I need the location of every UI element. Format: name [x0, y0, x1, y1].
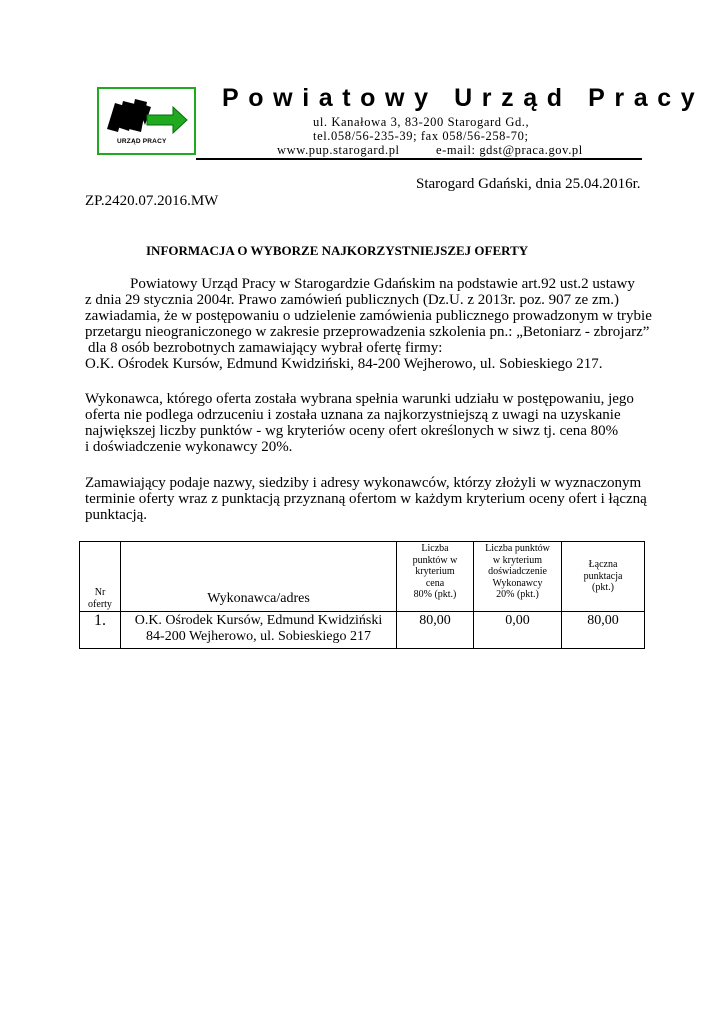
- paragraph-line: punktacją.: [85, 507, 148, 523]
- header-address: ul. Kanałowa 3, 83-200 Starogard Gd.,: [313, 115, 530, 129]
- cell-total: 80,00: [562, 612, 645, 649]
- paragraph-line: Zamawiający podaje nazwy, siedziby i adresy wykonawców, którzy złożyli w wyznaczonym: [85, 475, 642, 491]
- place-date: Starogard Gdański, dnia 25.04.2016r.: [416, 176, 641, 192]
- cell-contractor: O.K. Ośrodek Kursów, Edmund Kwidziński 84-200 Wejherowo, ul. Sobieskiego 217: [121, 612, 397, 649]
- paragraph-line: O.K. Ośrodek Kursów, Edmund Kwidziński, 84-200 Wejherowo, ul. Sobieskiego 217.: [85, 356, 603, 372]
- paragraph-line: i doświadczenie wykonawcy 20%.: [85, 439, 293, 455]
- cell-experience-points: 0,00: [474, 612, 562, 649]
- paragraph-line: z dnia 29 stycznia 2004r. Prawo zamówień publicznych (Dz.U. z 2013r. poz. 907 ze zm.): [85, 292, 620, 308]
- cell-price-points: 80,00: [397, 612, 474, 649]
- header-experience-points: Liczba punktów w kryterium doświadczenie Wykonawcy 20% (pkt.): [474, 542, 562, 612]
- cell-nr: 1.: [80, 612, 121, 649]
- offers-table: [79, 541, 645, 649]
- paragraph-line: największej liczby punktów - wg kryteriów oceny ofert określonych w siwz tj. cena 80%: [85, 423, 619, 439]
- header-email: e-mail: gdst@praca.gov.pl: [436, 143, 583, 157]
- logo-caption: URZĄD PRACY: [117, 138, 167, 145]
- paragraph-line: terminie oferty wraz z punktacją przyznaną ofertom w każdym kryterium oceny ofert i łączną: [85, 491, 647, 507]
- paragraph-1: [85, 276, 652, 372]
- paragraph-line: Powiatowy Urząd Pracy w Starogardzie Gdańskim na podstawie art.92 ust.2 ustawy: [130, 276, 635, 292]
- header-price-points: Liczba punktów w kryterium cena 80% (pkt.): [397, 542, 474, 612]
- header-nr: Nr oferty: [80, 542, 121, 612]
- paragraph-2: [85, 391, 640, 455]
- table-row: [80, 612, 645, 649]
- document-title: INFORMACJA O WYBORZE NAJKORZYSTNIEJSZEJ OFERTY: [146, 243, 529, 258]
- paragraph-line: dla 8 osób bezrobotnych zamawiający wybrał ofertę firmy:: [88, 340, 443, 356]
- header-contractor: Wykonawca/adres: [121, 542, 397, 612]
- paragraph-line: przetargu nieograniczonego w zakresie przeprowadzenia szkolenia pn.: „Betoniarz - zbrojarz”: [85, 324, 650, 340]
- paragraph-line: oferta nie podlega odrzuceniu i została uznana za najkorzystniejszą z uwagi na uzyskanie: [85, 407, 621, 423]
- paragraph-line: Wykonawca, którego oferta została wybrana spełnia warunki udziału w postępowaniu, jego: [85, 391, 634, 407]
- table-header-row: [80, 542, 645, 612]
- organization-name: Powiatowy Urząd Pracy: [222, 84, 705, 112]
- header-website: www.pup.starogard.pl: [277, 143, 400, 157]
- reference-number: ZP.2420.07.2016.MW: [85, 193, 219, 209]
- header-total: Łączna punktacja (pkt.): [562, 542, 645, 612]
- paragraph-line: zawiadamia, że w postępowaniu o udzielenie zamówienia publicznego prowadzonym w trybie: [85, 308, 652, 324]
- paragraph-3: [85, 475, 647, 523]
- header-divider: [196, 158, 642, 160]
- header-phones: tel.058/56-235-39; fax 058/56-258-70;: [313, 129, 529, 143]
